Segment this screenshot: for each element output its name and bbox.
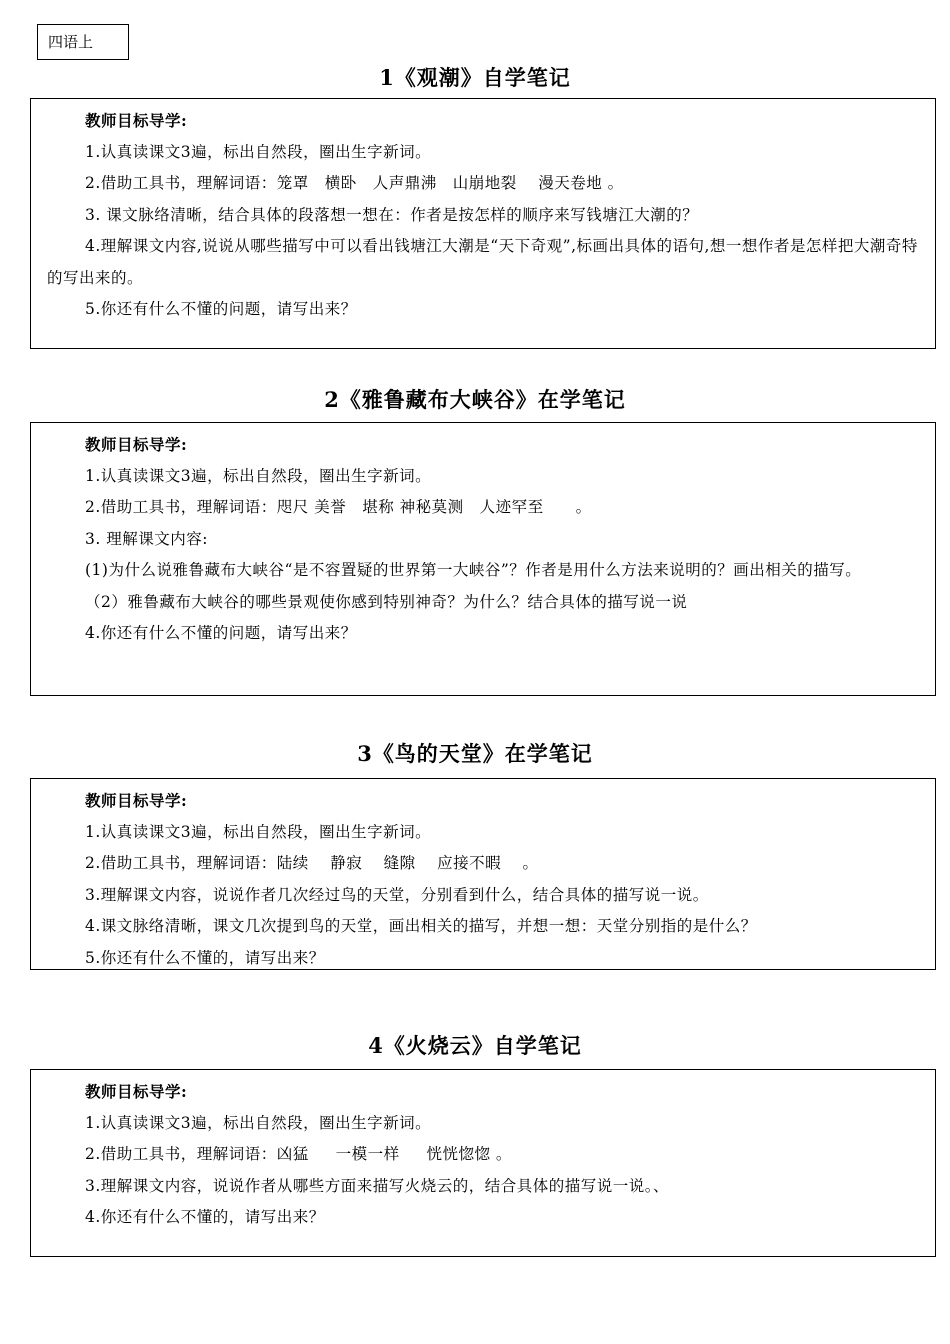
section-3-item: 5.你还有什么不懂的，请写出来？ bbox=[85, 948, 325, 967]
section-1-item: 4.理解课文内容,说说从哪些描写中可以看出钱塘江大潮是“天下奇观”,标画出具体的语句,想一想作者是怎样把大潮奇特的写出来的。 bbox=[47, 237, 918, 287]
section-1-item: 5.你还有什么不懂的问题，请写出来？ bbox=[85, 300, 357, 318]
section-2-note-box bbox=[30, 422, 936, 696]
section-3-title: 3《鸟的天堂》在学笔记 bbox=[357, 741, 593, 766]
section-2-item: 1.认真读课文3遍，标出自然段，圈出生字新词。 bbox=[85, 466, 432, 485]
section-4-item: 1.认真读课文3遍，标出自然段，圈出生字新词。 bbox=[85, 1113, 432, 1132]
section-3-note-box bbox=[30, 778, 936, 970]
section-2-item: 3. 理解课文内容: bbox=[85, 529, 208, 548]
section-4-item: 2.借助工具书，理解词语：凶猛 一模一样 恍恍惚惚 。 bbox=[85, 1145, 512, 1163]
section-3-heading: 教师目标导学: bbox=[85, 791, 188, 810]
section-1-item: 2.借助工具书，理解词语：笼罩 横卧 人声鼎沸 山崩地裂 漫天卷地 。 bbox=[85, 174, 624, 192]
section-1-item: 1.认真读课文3遍，标出自然段，圈出生字新词。 bbox=[85, 142, 432, 161]
section-4-note-box bbox=[30, 1069, 936, 1257]
section-4-title: 4《火烧云》自学笔记 bbox=[368, 1033, 582, 1058]
section-1-note-box bbox=[30, 98, 936, 349]
section-3-item: 1.认真读课文3遍，标出自然段，圈出生字新词。 bbox=[85, 822, 432, 841]
section-1-heading: 教师目标导学: bbox=[85, 111, 188, 130]
section-2-heading: 教师目标导学: bbox=[85, 435, 188, 454]
grade-label: 四语上 bbox=[37, 24, 129, 60]
section-3-item: 3.理解课文内容，说说作者几次经过鸟的天堂，分别看到什么，结合具体的描写说一说。 bbox=[85, 885, 709, 904]
section-3-item: 4.课文脉络清晰，课文几次提到鸟的天堂，画出相关的描写，并想一想：天堂分别指的是什么？ bbox=[85, 917, 757, 935]
section-4-heading: 教师目标导学: bbox=[85, 1082, 188, 1101]
section-2-item: （2）雅鲁藏布大峡谷的哪些景观使你感到特别神奇？为什么？结合具体的描写说一说 bbox=[85, 592, 688, 611]
section-4-item: 4.你还有什么不懂的，请写出来？ bbox=[85, 1208, 325, 1226]
section-4-item: 3.理解课文内容，说说作者从哪些方面来描写火烧云的，结合具体的描写说一说。、 bbox=[85, 1176, 670, 1195]
section-3-item: 2.借助工具书，理解词语：陆续 静寂 缝隙 应接不暇 。 bbox=[85, 854, 539, 872]
section-2-item: 2.借助工具书，理解词语：咫尺 美誉 堪称 神秘莫测 人迹罕至 。 bbox=[85, 498, 592, 516]
section-2-item: (1)为什么说雅鲁藏布大峡谷“是不容置疑的世界第一大峡谷”？作者是用什么方法来说明的？画出相关的描写。 bbox=[85, 561, 862, 579]
section-1-title: 1《观潮》自学笔记 bbox=[379, 65, 571, 90]
section-2-title: 2《雅鲁藏布大峡谷》在学笔记 bbox=[324, 387, 626, 412]
section-1-item: 3. 课文脉络清晰，结合具体的段落想一想在：作者是按怎样的顺序来写钱塘江大潮的？ bbox=[85, 205, 699, 224]
section-2-item: 4.你还有什么不懂的问题，请写出来？ bbox=[85, 624, 357, 642]
